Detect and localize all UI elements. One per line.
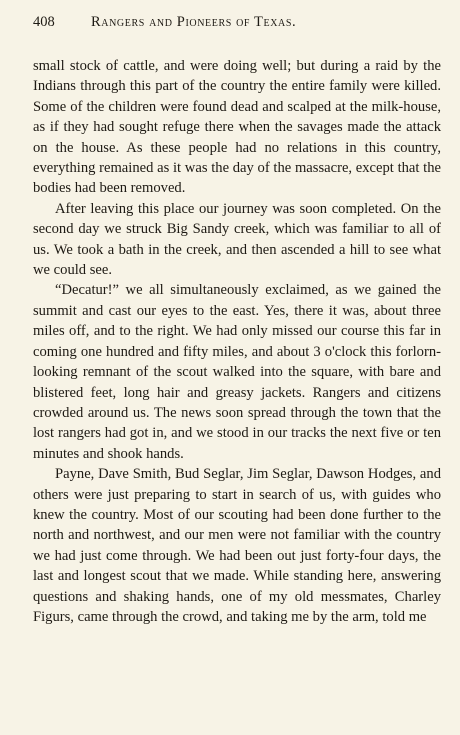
running-head [33,14,441,38]
paragraph-search-party: Payne, Dave Smith, Bud Seglar, Jim Seglar, Dawson Hodges, and others were just preparing to start in search of us, with guides who knew the country. Most of our scouting had been done further to the north and northwest, and our men were not familiar with the country we had just come through. We had been out just forty-four days, the last and longest scout that we made. While standing here, answering questions and shaking hands, one of my old messmates, Charley Figurs, came through the crowd, and taking me by the arm, told me [33,466,441,625]
paragraph-journey: After leaving this place our journey was soon completed. On the second day we struck Big Sandy creek, which was familiar to all of us. We took a bath in the creek, and then ascended a hill to see what we could see. [33,200,441,279]
page-number: 408 [33,14,55,30]
paragraph-decatur: “Decatur!” we all simultaneously exclaimed, as we gained the summit and cast our eyes to the east. Yes, there it was, about three miles off, and to the right. We had only missed our course this far in coming one hundred and fifty miles, and about 3 o'clock this forlorn-looking remnant of the scout walked into the square, with bare and blistered feet, long hair and greasy jackets. Rangers and citizens crowded around us. The news soon spread through the town that the lost rangers had got in, and we stood in our tracks the next five or ten minutes and shook hands. [33,282,441,462]
body-text [33,56,441,627]
paragraph-continuation: small stock of cattle, and were doing well; but during a raid by the Indians through this part of the country the entire family were killed. Some of the children were found dead and scalped at the milk-house, as if they had sought refuge there when the savages made the attack on the house. As these people had no relations in this country, everything remained as it was the day of the massacre, except that the bodies had been removed. [33,58,441,197]
running-title: Rangers and Pioneers of Texas. [91,14,297,30]
book-page [33,14,441,627]
